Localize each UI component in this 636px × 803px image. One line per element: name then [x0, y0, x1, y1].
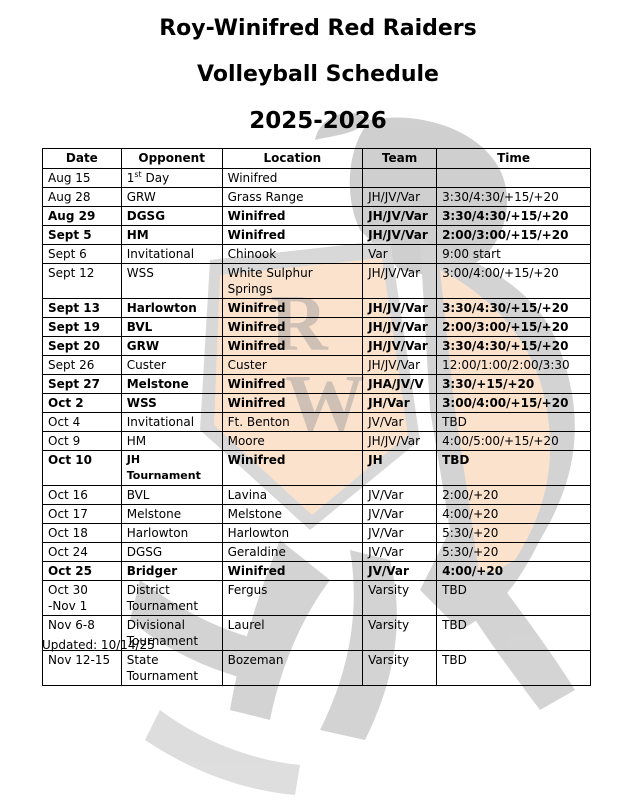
cell-opponent-text-line2: Tournament [126, 669, 199, 683]
cell-location [222, 188, 363, 207]
cell-time [437, 207, 591, 226]
cell-opponent-text: District [126, 583, 170, 597]
cell-location-text: Winifred [227, 453, 286, 467]
cell-team-text: JH/Var [368, 396, 410, 410]
cell-date-text: Oct 30 [48, 583, 88, 597]
cell-time-text: 3:00/4:00/+15/+20 [442, 396, 569, 410]
cell-date [43, 356, 122, 375]
cell-date-text: Oct 17 [48, 507, 88, 521]
cell-opponent-text: Invitational [126, 247, 195, 261]
cell-location [222, 413, 363, 432]
cell-time-text: 2:00/+20 [442, 488, 499, 502]
cell-date [43, 207, 122, 226]
cell-opponent-text: State [126, 653, 159, 667]
cell-location-text: Melstone [227, 507, 282, 521]
cell-location-text: Winifred [227, 301, 286, 315]
cell-team [363, 651, 437, 686]
cell-location-text: Chinook [227, 247, 277, 261]
cell-time-text: 2:00/3:00/+15/+20 [442, 320, 569, 334]
schedule-header-row [43, 149, 591, 169]
cell-time-text: 5:30/+20 [442, 526, 499, 540]
cell-time [437, 337, 591, 356]
cell-opponent [121, 543, 222, 562]
cell-date-text-line2: -Nov 1 [48, 599, 88, 613]
cell-time [437, 299, 591, 318]
cell-time-text: TBD [442, 583, 467, 597]
cell-date-text: Sept 13 [48, 301, 100, 315]
cell-location [222, 375, 363, 394]
cell-date-text: Nov 12-15 [48, 653, 111, 667]
cell-team [363, 486, 437, 505]
table-row [43, 543, 591, 562]
cell-location [222, 299, 363, 318]
cell-location [222, 169, 363, 188]
cell-team-text: JH/JV/Var [368, 358, 421, 372]
cell-team [363, 299, 437, 318]
cell-time-text: TBD [442, 415, 467, 429]
cell-date-text: Sept 20 [48, 339, 100, 353]
cell-opponent [121, 486, 222, 505]
cell-team-text: Varsity [368, 583, 410, 597]
cell-opponent [121, 318, 222, 337]
cell-opponent-text: HM [126, 228, 149, 242]
cell-date-text: Oct 10 [48, 453, 92, 467]
cell-time-text: TBD [442, 653, 467, 667]
cell-location-text: Winifred [227, 209, 286, 223]
cell-location [222, 245, 363, 264]
cell-opponent-superscript: st [134, 170, 142, 179]
cell-location [222, 651, 363, 686]
table-row [43, 651, 591, 686]
cell-date [43, 375, 122, 394]
cell-team [363, 505, 437, 524]
cell-location-text: Winifred [227, 228, 286, 242]
cell-time [437, 616, 591, 651]
table-row [43, 207, 591, 226]
cell-team [363, 188, 437, 207]
cell-location-text: Fergus [227, 583, 268, 597]
page-title-season: 2025-2026 [249, 108, 387, 134]
cell-team-text: JV/Var [368, 507, 404, 521]
cell-time [437, 375, 591, 394]
cell-opponent-text: Invitational [126, 415, 195, 429]
cell-time [437, 505, 591, 524]
logo-letter-r: R [270, 280, 328, 368]
cell-date [43, 524, 122, 543]
schedule-table [42, 148, 591, 686]
cell-team [363, 318, 437, 337]
cell-location [222, 356, 363, 375]
cell-time [437, 543, 591, 562]
cell-date [43, 581, 122, 616]
column-header-team: Team [363, 149, 437, 169]
cell-date-text: Sept 26 [48, 358, 95, 372]
cell-date-text: Aug 29 [48, 209, 96, 223]
cell-team-text: Var [368, 247, 388, 261]
cell-opponent [121, 432, 222, 451]
cell-opponent [121, 451, 222, 486]
cell-opponent-text: BVL [126, 488, 150, 502]
cell-date [43, 505, 122, 524]
page-title-sport: Volleyball Schedule [197, 62, 439, 87]
cell-opponent-text: Melstone [126, 507, 182, 521]
cell-opponent [121, 413, 222, 432]
cell-date-text: Oct 25 [48, 564, 92, 578]
table-row [43, 562, 591, 581]
cell-time-text: 4:00/+20 [442, 564, 504, 578]
cell-opponent [121, 299, 222, 318]
cell-team [363, 616, 437, 651]
cell-team [363, 562, 437, 581]
cell-location-text: Winifred [227, 396, 286, 410]
cell-date-text: Oct 16 [48, 488, 88, 502]
table-row [43, 451, 591, 486]
cell-time-text: 2:00/3:00/+15/+20 [442, 228, 569, 242]
cell-opponent-text: WSS [126, 396, 157, 410]
cell-time-text: 3:00/4:00/+15/+20 [442, 266, 559, 280]
cell-team-text: JV/Var [368, 488, 404, 502]
cell-date-text: Nov 6-8 [48, 618, 95, 632]
cell-opponent [121, 394, 222, 413]
cell-location-text: Custer [227, 358, 267, 372]
cell-opponent-text-line2: Tournament [126, 599, 199, 613]
cell-team [363, 245, 437, 264]
cell-time [437, 245, 591, 264]
cell-team [363, 543, 437, 562]
cell-date [43, 318, 122, 337]
cell-opponent [121, 245, 222, 264]
cell-team [363, 413, 437, 432]
cell-location-text: Winifred [227, 320, 286, 334]
cell-opponent-text: GRW [126, 339, 160, 353]
cell-location [222, 226, 363, 245]
cell-time [437, 264, 591, 299]
cell-location-text: Lavina [227, 488, 268, 502]
cell-opponent [121, 581, 222, 616]
table-row [43, 413, 591, 432]
cell-location-text: Geraldine [227, 545, 286, 559]
cell-opponent [121, 505, 222, 524]
cell-opponent [121, 264, 222, 299]
cell-date-text: Sept 19 [48, 320, 100, 334]
cell-location-text: Winifred [227, 171, 278, 185]
cell-time [437, 413, 591, 432]
cell-team [363, 356, 437, 375]
cell-location [222, 562, 363, 581]
cell-time [437, 451, 591, 486]
cell-date [43, 394, 122, 413]
cell-time-text: 9:00 start [442, 247, 501, 261]
cell-opponent-text: Divisional [126, 618, 185, 632]
cell-opponent-text: BVL [126, 320, 153, 334]
cell-team-text: JV/Var [368, 415, 404, 429]
cell-time-text: 12:00/1:00/2:00/3:30 [442, 358, 570, 372]
cell-date [43, 299, 122, 318]
cell-time [437, 394, 591, 413]
cell-location [222, 524, 363, 543]
cell-date-text: Oct 9 [48, 434, 81, 448]
cell-time-text: TBD [442, 618, 467, 632]
table-row [43, 524, 591, 543]
cell-opponent [121, 651, 222, 686]
cell-opponent-text: HM [126, 434, 147, 448]
cell-time [437, 524, 591, 543]
cell-team-text: JHA/JV/V [368, 377, 424, 391]
cell-time-text: 4:00/+20 [442, 507, 499, 521]
cell-opponent-text: GRW [126, 190, 156, 204]
cell-team [363, 207, 437, 226]
cell-date [43, 245, 122, 264]
cell-location-text: Moore [227, 434, 265, 448]
cell-date [43, 264, 122, 299]
cell-date [43, 337, 122, 356]
cell-location-text: Laurel [227, 618, 265, 632]
cell-opponent-text-line2: Tournament [126, 634, 199, 648]
cell-opponent-suffix: Day [141, 171, 170, 185]
cell-date [43, 169, 122, 188]
cell-team-text: JV/Var [368, 564, 409, 578]
cell-location [222, 505, 363, 524]
table-row [43, 337, 591, 356]
cell-time [437, 169, 591, 188]
cell-opponent [121, 169, 222, 188]
cell-date-text: Sept 27 [48, 377, 100, 391]
cell-team [363, 524, 437, 543]
updated-date: Updated: 10/14/25 [42, 638, 155, 652]
cell-location [222, 264, 363, 299]
table-row [43, 432, 591, 451]
table-row [43, 226, 591, 245]
cell-team [363, 581, 437, 616]
table-row [43, 375, 591, 394]
cell-location [222, 543, 363, 562]
column-header-date: Date [43, 149, 122, 169]
table-row [43, 394, 591, 413]
cell-time [437, 432, 591, 451]
cell-location-text: Ft. Benton [227, 415, 290, 429]
cell-location-text: Grass Range [227, 190, 304, 204]
cell-team [363, 337, 437, 356]
table-row [43, 356, 591, 375]
cell-location [222, 432, 363, 451]
cell-opponent-text: DGSG [126, 545, 163, 559]
column-header-opponent: Opponent [121, 149, 222, 169]
cell-team-text: JH/JV/Var [368, 301, 428, 315]
cell-date-text: Aug 15 [48, 171, 91, 185]
cell-time [437, 356, 591, 375]
cell-date-text: Oct 2 [48, 396, 84, 410]
cell-location [222, 616, 363, 651]
cell-date-text: Sept 5 [48, 228, 92, 242]
table-row [43, 318, 591, 337]
cell-opponent-text: JH Tournament [126, 453, 201, 482]
table-row [43, 188, 591, 207]
table-row [43, 486, 591, 505]
logo-letter-w: W [285, 360, 365, 448]
cell-time [437, 651, 591, 686]
cell-team-text: JH/JV/Var [368, 228, 428, 242]
cell-team [363, 432, 437, 451]
cell-date [43, 543, 122, 562]
cell-date-text: Sept 6 [48, 247, 87, 261]
cell-opponent [121, 562, 222, 581]
table-row [43, 169, 591, 188]
cell-time [437, 318, 591, 337]
cell-date [43, 562, 122, 581]
cell-date [43, 413, 122, 432]
cell-team-text: JH/JV/Var [368, 209, 428, 223]
cell-location [222, 451, 363, 486]
cell-location-text: Winifred [227, 377, 286, 391]
cell-date-text: Oct 18 [48, 526, 88, 540]
cell-time-text: 3:30/4:30/+15/+20 [442, 209, 569, 223]
cell-team [363, 169, 437, 188]
cell-team-text: JH/JV/Var [368, 339, 428, 353]
cell-location [222, 581, 363, 616]
cell-date-text: Oct 24 [48, 545, 88, 559]
table-row [43, 581, 591, 616]
cell-date [43, 432, 122, 451]
cell-opponent-text: WSS [126, 266, 154, 280]
cell-date-text: Sept 12 [48, 266, 95, 280]
cell-time-text: 3:30/4:30/+15/+20 [442, 190, 559, 204]
cell-time-text: TBD [442, 453, 470, 467]
cell-location-text: Bozeman [227, 653, 284, 667]
cell-opponent-text: Harlowton [126, 301, 197, 315]
table-row [43, 299, 591, 318]
table-row [43, 505, 591, 524]
cell-team-text: JH/JV/Var [368, 190, 421, 204]
cell-date [43, 226, 122, 245]
cell-opponent-text: Custer [126, 358, 166, 372]
cell-time [437, 188, 591, 207]
cell-team-text: JH [368, 453, 383, 467]
cell-time [437, 486, 591, 505]
cell-location [222, 207, 363, 226]
cell-date-text: Aug 28 [48, 190, 91, 204]
cell-opponent [121, 207, 222, 226]
cell-team-text: JV/Var [368, 545, 404, 559]
cell-team [363, 451, 437, 486]
cell-time-text: 5:30/+20 [442, 545, 499, 559]
table-row [43, 264, 591, 299]
cell-team-text: JH/JV/Var [368, 320, 428, 334]
cell-team [363, 375, 437, 394]
cell-team-text: JH/JV/Var [368, 266, 421, 280]
table-row [43, 245, 591, 264]
cell-date-text: Oct 4 [48, 415, 81, 429]
cell-team [363, 394, 437, 413]
cell-location-text: White Sulphur Springs [227, 266, 313, 296]
cell-time-text: 3:30/4:30/+15/+20 [442, 339, 569, 353]
cell-team-text: JH/JV/Var [368, 434, 421, 448]
cell-time [437, 226, 591, 245]
column-header-time: Time [437, 149, 591, 169]
cell-time [437, 581, 591, 616]
cell-opponent-text: DGSG [126, 209, 166, 223]
cell-team-text: JV/Var [368, 526, 404, 540]
cell-opponent [121, 188, 222, 207]
cell-team-text: Varsity [368, 618, 410, 632]
cell-team-text: Varsity [368, 653, 410, 667]
cell-date [43, 451, 122, 486]
cell-location [222, 318, 363, 337]
cell-time-text: 4:00/5:00/+15/+20 [442, 434, 559, 448]
cell-opponent [121, 226, 222, 245]
cell-location [222, 486, 363, 505]
cell-opponent-text: Melstone [126, 377, 189, 391]
cell-opponent-text: Harlowton [126, 526, 189, 540]
cell-opponent [121, 524, 222, 543]
cell-team [363, 226, 437, 245]
cell-time-text: 3:30/4:30/+15/+20 [442, 301, 569, 315]
cell-date [43, 188, 122, 207]
cell-opponent-text: 1 [126, 171, 135, 185]
cell-time [437, 562, 591, 581]
page-title-team: Roy-Winifred Red Raiders [159, 16, 477, 41]
cell-location-text: Winifred [227, 564, 286, 578]
cell-opponent-text: Bridger [126, 564, 178, 578]
cell-time-text: 3:30/+15/+20 [442, 377, 535, 391]
cell-location [222, 394, 363, 413]
cell-opponent [121, 375, 222, 394]
cell-opponent [121, 337, 222, 356]
cell-location [222, 337, 363, 356]
cell-date [43, 651, 122, 686]
column-header-location: Location [222, 149, 363, 169]
cell-location-text: Winifred [227, 339, 286, 353]
cell-location-text: Harlowton [227, 526, 290, 540]
cell-team [363, 264, 437, 299]
cell-date [43, 486, 122, 505]
cell-opponent [121, 356, 222, 375]
